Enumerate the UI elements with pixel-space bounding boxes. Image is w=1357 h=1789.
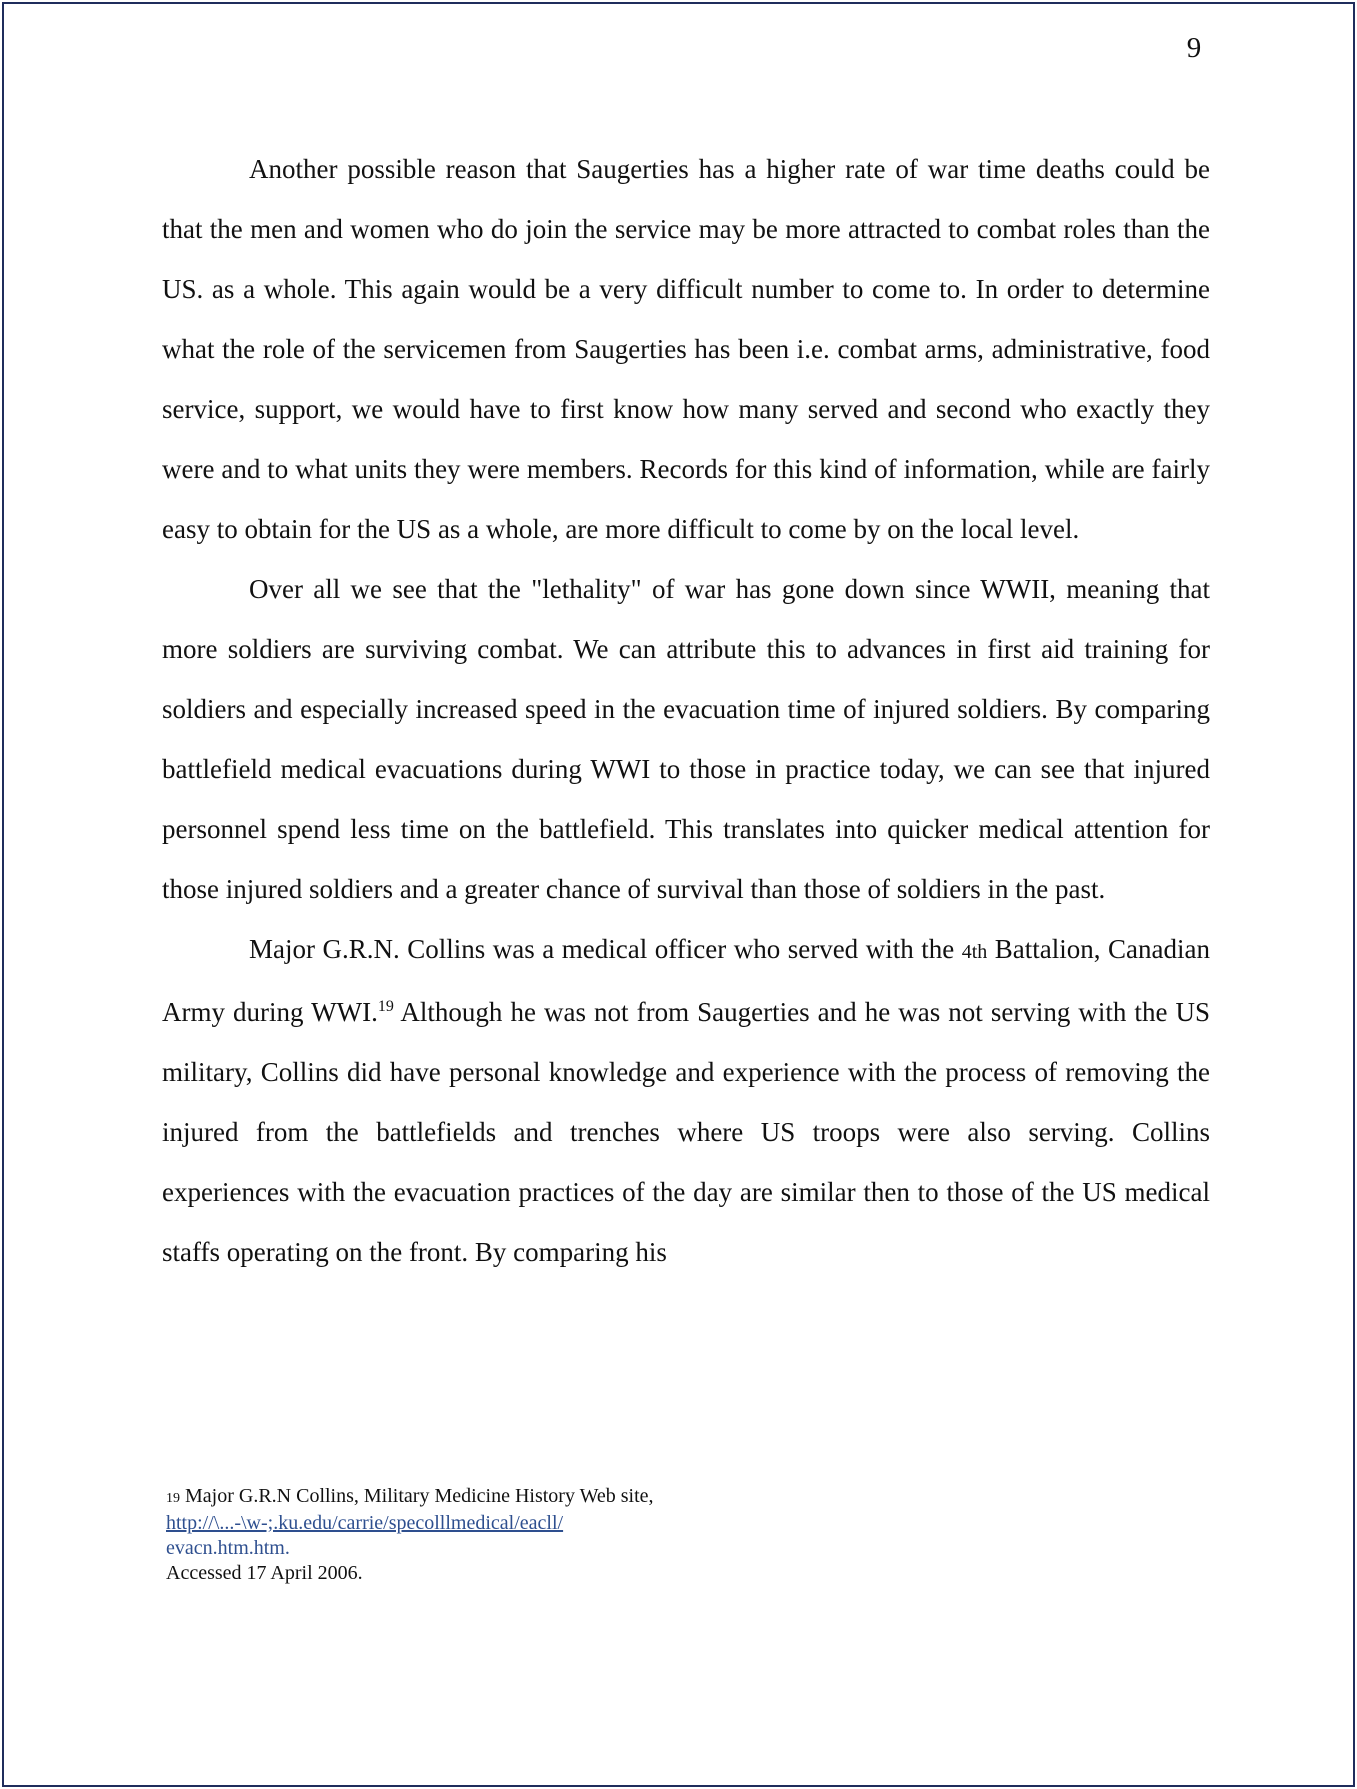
document-page [2,2,1355,1787]
body-text [162,139,1210,1282]
footnote [166,1484,886,1586]
footnote-text: Major G.R.N Collins, Military Medicine History Web site, [180,1485,654,1507]
page-number: 9 [1186,32,1202,64]
footnote-first-line [166,1484,886,1511]
paragraph-2: Over all we see that the "lethality" of war has gone down since WWII, meaning that more soldiers are surviving combat. We can attribute this to advances in first aid training for soldiers and especially increased speed in the evacuation time of injured soldiers. By comparing battlefield medical evacuations during WWI to those in practice today, we can see that injured personnel spend less time on the battlefield. This translates into quicker medical attention for those injured soldiers and a greater chance of survival than those of soldiers in the past. [162,574,1210,904]
footnote-link-tail[interactable]: evacn.htm.htm. [166,1537,290,1559]
paragraph-3 [162,919,1210,1282]
footnote-link[interactable]: http://\...-\w-;.ku.edu/carrie/specolllmedical/eacll/ [166,1512,564,1534]
paragraph-3-text-3: Although he was not from Saugerties and he was not serving with the US military, Collins did have personal knowledge and experience with the process of removing the injured from the battlefields and trenches where US troops were also serving. Collins experiences with the evacuation practices of the day are similar then to those of the US medical staffs operating on the front. By comparing his [162,997,1210,1267]
battalion-ordinal: 4th [961,941,988,963]
footnote-reference[interactable]: 19 [377,998,394,1015]
paragraph-3-text-1: Major G.R.N. Collins was a medical officer who served with the [249,934,962,964]
paragraph-1: Another possible reason that Saugerties has a higher rate of war time deaths could be that the men and women who do join the service may be more attracted to combat roles than the US. as a whole. This again would be a very difficult number to come to. In order to determine what the role of the servicemen from Saugerties has been i.e. combat arms, administrative, food service, support, we would have to first know how many served and second who exactly they were and to what units they were members. Records for this kind of information, while are fairly easy to obtain for the US as a whole, are more difficult to come by on the local level. [162,154,1210,544]
footnote-accessed-date: Accessed 17 April 2006. [166,1562,363,1584]
footnote-number: 19 [166,1491,180,1506]
paragraph-3-text-2: Battalion, Canadian Army during WWI. [162,934,1210,1027]
